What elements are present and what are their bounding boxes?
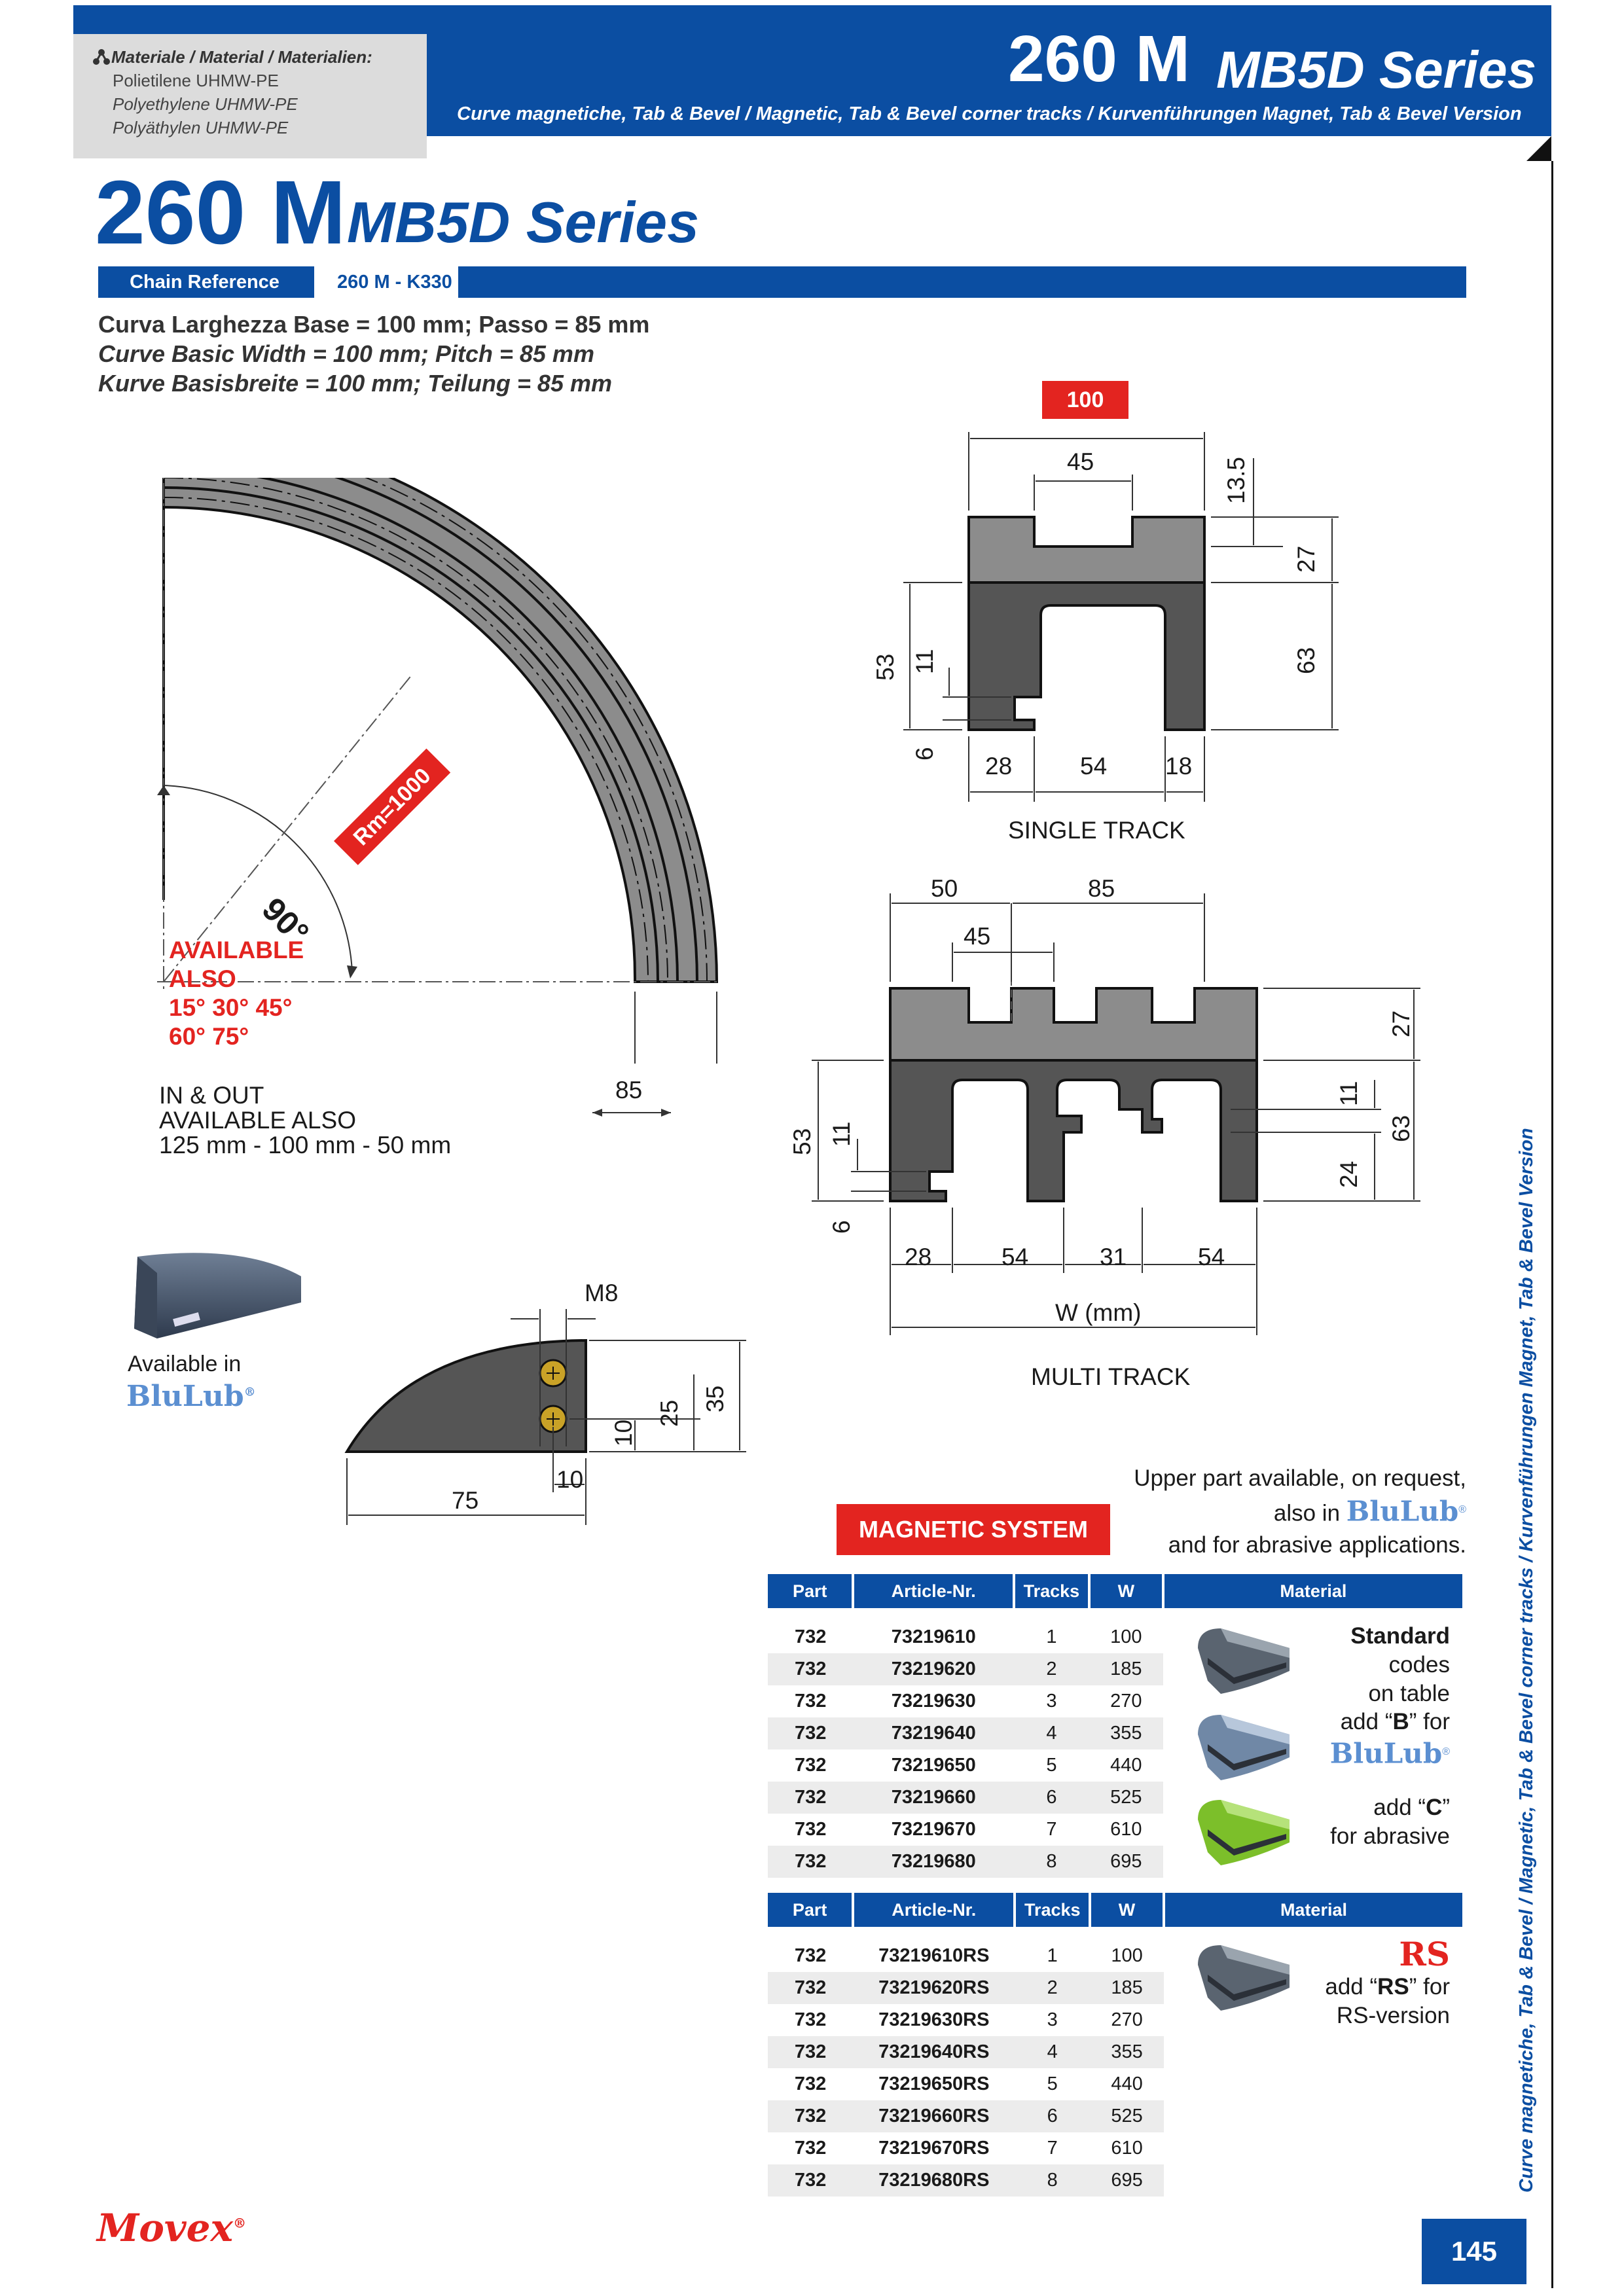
t2-header-tracks: Tracks — [1015, 1893, 1090, 1927]
st-dim-13-5: 13.5 — [1223, 456, 1250, 504]
t2-cell: 270 — [1090, 2004, 1164, 2036]
material-it: Polietilene UHMW-PE — [113, 71, 279, 90]
mt-dim-85: 85 — [1088, 875, 1115, 902]
molecule-icon — [93, 48, 110, 65]
t1-cell: 6 — [1014, 1782, 1089, 1814]
blulub-brand: BluLub — [126, 1380, 244, 1413]
st-dim-54: 54 — [1080, 753, 1108, 780]
header-series-name: MB5D Series — [1216, 41, 1537, 99]
t1-header-part: Part — [768, 1574, 853, 1608]
note-rs-pre: add “ — [1325, 1974, 1378, 2000]
t1-cell: 73219680 — [853, 1846, 1014, 1878]
t1-cell: 440 — [1089, 1749, 1163, 1782]
t1-cell: 732 — [768, 1685, 853, 1717]
mt-dim-24: 24 — [1335, 1160, 1362, 1188]
st-dim-6: 6 — [911, 747, 938, 761]
t2-cell: 732 — [768, 1972, 853, 2004]
t1-cell: 7 — [1014, 1814, 1089, 1846]
in-out-line-2: AVAILABLE ALSO — [159, 1107, 356, 1134]
note-rs-line-1 — [1293, 1973, 1450, 2001]
materials-label: Materiale / Material / Materialien: — [111, 47, 372, 67]
t2-cell: 6 — [1015, 2100, 1090, 2132]
in-out-note — [159, 1083, 451, 1158]
mt-dim-45: 45 — [964, 923, 991, 950]
upper-note — [1074, 1463, 1466, 1561]
t1-cell: 73219650 — [853, 1749, 1014, 1782]
radius-label: Rm=1000 — [348, 763, 436, 851]
t1-cell: 73219640 — [853, 1717, 1014, 1749]
note-b-line-1 — [1293, 1707, 1450, 1737]
t1-cell: 270 — [1089, 1685, 1163, 1717]
note-c-code: C — [1426, 1795, 1443, 1820]
t2-cell: 355 — [1090, 2036, 1164, 2068]
note-standard-rest: codes — [1388, 1652, 1450, 1677]
description-it: Curva Larghezza Base = 100 mm; Passo = 85 mm — [98, 311, 650, 338]
t1-cell: 732 — [768, 1653, 853, 1685]
available-line-1: AVAILABLE — [169, 937, 304, 963]
note-c-pre: add “ — [1373, 1795, 1426, 1820]
bevel-dim-10h: 10 — [556, 1466, 584, 1493]
bevel-dim-75: 75 — [452, 1487, 479, 1514]
t2-cell: 73219620RS — [853, 1972, 1015, 2004]
available-line-4: 60° 75° — [169, 1023, 249, 1050]
material-box — [73, 34, 427, 158]
material-de: Polyäthylen UHMW-PE — [113, 118, 289, 137]
mt-dim-27: 27 — [1388, 1010, 1415, 1037]
t2-cell: 5 — [1015, 2068, 1090, 2100]
multi-track-drawing — [785, 864, 1440, 1361]
swatch-blulub — [1195, 1708, 1293, 1784]
chain-reference-value: 260 M - K330 — [337, 272, 452, 293]
t2-cell: 7 — [1015, 2132, 1090, 2164]
t1-cell: 732 — [768, 1782, 853, 1814]
t1-cell: 100 — [1089, 1621, 1163, 1653]
blulub-logo — [126, 1380, 256, 1413]
t1-cell: 73219610 — [853, 1621, 1014, 1653]
note-standard-line-1 — [1293, 1622, 1450, 1679]
note-b-post: ” for — [1409, 1709, 1450, 1734]
note-standard-bold: Standard — [1350, 1623, 1450, 1649]
note-blulub — [1293, 1707, 1450, 1771]
upper-note-line-3: and for abrasive applications. — [1168, 1532, 1466, 1558]
mt-dim-54b: 54 — [1198, 1244, 1225, 1270]
page-number: 145 — [1422, 2219, 1526, 2284]
note-rs-code: RS — [1377, 1974, 1409, 2000]
t1-cell: 1 — [1014, 1621, 1089, 1653]
bevel-dim-25: 25 — [656, 1399, 683, 1427]
st-dim-53: 53 — [872, 653, 899, 681]
t2-cell: 732 — [768, 2164, 853, 2197]
magnetic-system-badge: MAGNETIC SYSTEM — [837, 1504, 1110, 1555]
t2-cell: 73219680RS — [853, 2164, 1015, 2197]
t2-cell: 73219640RS — [853, 2036, 1015, 2068]
t1-header-material: Material — [1163, 1574, 1464, 1608]
angle-label: 90° — [255, 890, 316, 952]
st-dim-63: 63 — [1293, 647, 1320, 674]
st-dim-45: 45 — [1067, 448, 1094, 475]
description-en: Curve Basic Width = 100 mm; Pitch = 85 mm — [98, 340, 594, 367]
t2-cell: 732 — [768, 2036, 853, 2068]
page-title-series: MB5D Series — [347, 190, 700, 255]
note-standard-line-2: on table — [1368, 1681, 1450, 1706]
note-rs-line-2: RS-version — [1336, 2003, 1450, 2028]
t2-cell: 732 — [768, 2004, 853, 2036]
upper-note-also-in: also in — [1273, 1500, 1341, 1526]
mt-dim-11-right: 11 — [1335, 1081, 1362, 1106]
page-title-code: 260 M — [95, 162, 346, 263]
width-badge: 100 — [1042, 381, 1128, 419]
t2-cell: 695 — [1090, 2164, 1164, 2197]
t1-header-article: Article-Nr. — [853, 1574, 1014, 1608]
mt-dim-width: W (mm) — [1055, 1299, 1142, 1326]
t2-cell: 100 — [1090, 1940, 1164, 1972]
t1-cell: 732 — [768, 1846, 853, 1878]
t1-cell: 5 — [1014, 1749, 1089, 1782]
mt-dim-6: 6 — [828, 1220, 855, 1234]
note-b-reg: ® — [1442, 1746, 1450, 1757]
t2-cell: 73219670RS — [853, 2132, 1015, 2164]
in-out-line-1: IN & OUT — [159, 1082, 264, 1109]
t2-cell: 732 — [768, 2132, 853, 2164]
pitch-dim: 85 — [615, 1077, 643, 1103]
t1-cell: 732 — [768, 1621, 853, 1653]
t1-cell: 610 — [1089, 1814, 1163, 1846]
note-b-line-2 — [1293, 1737, 1450, 1771]
t1-cell: 185 — [1089, 1653, 1163, 1685]
t2-cell: 2 — [1015, 1972, 1090, 2004]
note-abrasive — [1293, 1793, 1450, 1851]
description-de: Kurve Basisbreite = 100 mm; Teilung = 85 mm — [98, 370, 612, 397]
t2-cell: 732 — [768, 2068, 853, 2100]
bevel-dim-35: 35 — [702, 1385, 729, 1412]
swatch-rs — [1195, 1939, 1293, 2014]
t2-cell: 8 — [1015, 2164, 1090, 2197]
t2-cell: 732 — [768, 2100, 853, 2132]
chain-reference-bar-right — [458, 266, 1466, 298]
mt-dim-31: 31 — [1100, 1244, 1127, 1270]
st-dim-18: 18 — [1165, 753, 1193, 780]
note-rs — [1293, 1936, 1450, 2030]
t1-cell: 3 — [1014, 1685, 1089, 1717]
t1-cell: 2 — [1014, 1653, 1089, 1685]
t1-cell: 73219630 — [853, 1685, 1014, 1717]
t2-cell: 525 — [1090, 2100, 1164, 2132]
brand-logo — [97, 2206, 246, 2250]
t2-cell: 440 — [1090, 2068, 1164, 2100]
t1-header-tracks: Tracks — [1014, 1574, 1089, 1608]
blulub-block-image — [124, 1250, 321, 1342]
t2-header-article: Article-Nr. — [853, 1893, 1015, 1927]
t1-cell: 732 — [768, 1814, 853, 1846]
bevel-dim-10v: 10 — [610, 1419, 637, 1446]
upper-note-brand: BluLub — [1346, 1495, 1459, 1528]
t1-cell: 73219670 — [853, 1814, 1014, 1846]
st-dim-11: 11 — [911, 649, 938, 674]
material-en: Polyethylene UHMW-PE — [113, 94, 298, 114]
t2-cell: 73219650RS — [853, 2068, 1015, 2100]
note-c-post: ” — [1442, 1795, 1450, 1820]
t2-cell: 610 — [1090, 2132, 1164, 2164]
note-b-code: B — [1392, 1709, 1409, 1734]
side-text: Curve magnetiche, Tab & Bevel / Magnetic, Tab & Bevel corner tracks / Kurvenführungen Magnet, Tab & Bevel Version — [1516, 1128, 1537, 2193]
note-c-line-1 — [1293, 1793, 1450, 1822]
available-line-3: 15° 30° 45° — [169, 994, 293, 1021]
t1-cell: 73219620 — [853, 1653, 1014, 1685]
upper-note-reg: ® — [1458, 1504, 1466, 1515]
t2-cell: 73219610RS — [853, 1940, 1015, 1972]
t1-cell: 355 — [1089, 1717, 1163, 1749]
t2-cell: 3 — [1015, 2004, 1090, 2036]
available-also — [169, 936, 304, 1051]
available-line-2: ALSO — [169, 965, 236, 992]
note-rs-post: ” for — [1409, 1974, 1450, 2000]
mt-dim-54a: 54 — [1001, 1244, 1029, 1270]
st-dim-27: 27 — [1293, 545, 1320, 573]
t2-cell: 4 — [1015, 2036, 1090, 2068]
t2-cell: 732 — [768, 1940, 853, 1972]
header-series-code: 260 M — [1008, 22, 1190, 96]
blulub-available-in: Available in — [128, 1352, 242, 1376]
mt-dim-28: 28 — [905, 1244, 932, 1270]
t1-cell: 732 — [768, 1717, 853, 1749]
note-standard — [1293, 1622, 1450, 1708]
mt-dim-50: 50 — [931, 875, 958, 902]
header-corner — [1526, 136, 1551, 161]
brand-reg: ® — [233, 2215, 247, 2231]
in-out-line-3: 125 mm - 100 mm - 50 mm — [159, 1132, 452, 1158]
t2-cell: 1 — [1015, 1940, 1090, 1972]
t2-header-material: Material — [1164, 1893, 1464, 1927]
mt-dim-11-left: 11 — [828, 1121, 855, 1147]
mt-dim-63: 63 — [1388, 1115, 1415, 1142]
t1-cell: 525 — [1089, 1782, 1163, 1814]
note-c-line-2: for abrasive — [1330, 1823, 1450, 1849]
single-track-caption: SINGLE TRACK — [1008, 817, 1185, 844]
swatch-standard — [1195, 1622, 1293, 1697]
note-b-brand: BluLub — [1329, 1737, 1443, 1770]
t1-cell: 8 — [1014, 1846, 1089, 1878]
t2-cell: 73219660RS — [853, 2100, 1015, 2132]
chain-reference-label: Chain Reference — [130, 272, 280, 293]
t2-cell: 185 — [1090, 1972, 1164, 2004]
header-subtitle: Curve magnetiche, Tab & Bevel / Magnetic, Tab & Bevel corner tracks / Kurvenführungen Magnet, Tab & Bevel Version — [457, 103, 1522, 124]
upper-note-line-1: Upper part available, on request, — [1134, 1465, 1466, 1491]
t2-cell: 73219630RS — [853, 2004, 1015, 2036]
mt-dim-53: 53 — [789, 1128, 816, 1155]
brand-name: Movex — [97, 2206, 234, 2250]
blulub-reg: ® — [244, 1385, 256, 1399]
note-rs-big: RS — [1399, 1935, 1450, 1973]
note-b-pre: add “ — [1340, 1709, 1393, 1734]
multi-track-caption: MULTI TRACK — [1031, 1363, 1191, 1390]
t1-cell: 4 — [1014, 1717, 1089, 1749]
t2-header-w: W — [1090, 1893, 1164, 1927]
t1-cell: 695 — [1089, 1846, 1163, 1878]
t1-cell: 732 — [768, 1749, 853, 1782]
t1-header-w: W — [1089, 1574, 1163, 1608]
t2-header-part: Part — [768, 1893, 853, 1927]
swatch-abrasive — [1195, 1793, 1293, 1869]
t1-cell: 73219660 — [853, 1782, 1014, 1814]
bevel-m8: M8 — [585, 1280, 619, 1306]
upper-note-line-2 — [1074, 1494, 1466, 1530]
st-dim-28: 28 — [985, 753, 1013, 780]
